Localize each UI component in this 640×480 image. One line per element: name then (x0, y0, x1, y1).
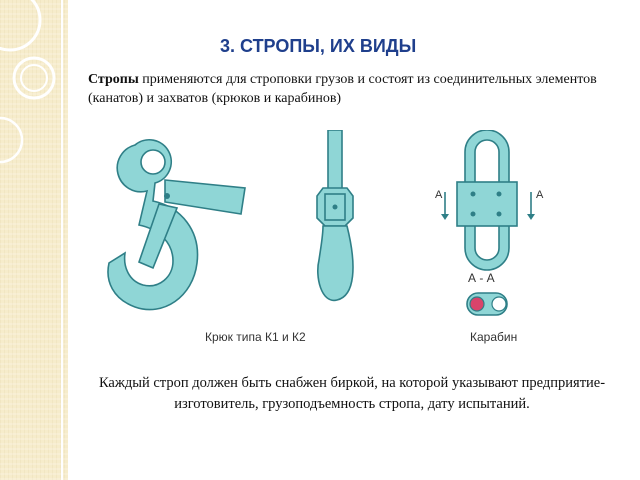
carabiner-drawing (441, 130, 535, 315)
section-marker-right: А (536, 189, 544, 201)
carabiner-caption: Карабин (470, 330, 518, 344)
hook-drawing (108, 140, 245, 310)
intro-term: Стропы (88, 72, 139, 87)
hook-caption: Крюк типа К1 и К2 (205, 330, 306, 344)
intro-paragraph (88, 70, 633, 108)
intro-text: применяются для строповки грузов и состоят из соединительных элементов (канатов) и захватов (крюков и карабинов) (88, 72, 597, 106)
decorative-rings (0, 0, 68, 480)
section-label: А - А (468, 271, 495, 285)
footer-paragraph: Каждый строп должен быть снабжен биркой, на которой указывают предприятие-изготовитель, грузоподъемность стропа, дату испытаний. (98, 375, 606, 412)
rigging-illustration (95, 130, 615, 345)
slide-title: 3. СТРОПЫ, ИХ ВИДЫ (220, 36, 417, 56)
slim-hook-drawing (317, 130, 353, 300)
section-marker-left: А (435, 189, 443, 201)
